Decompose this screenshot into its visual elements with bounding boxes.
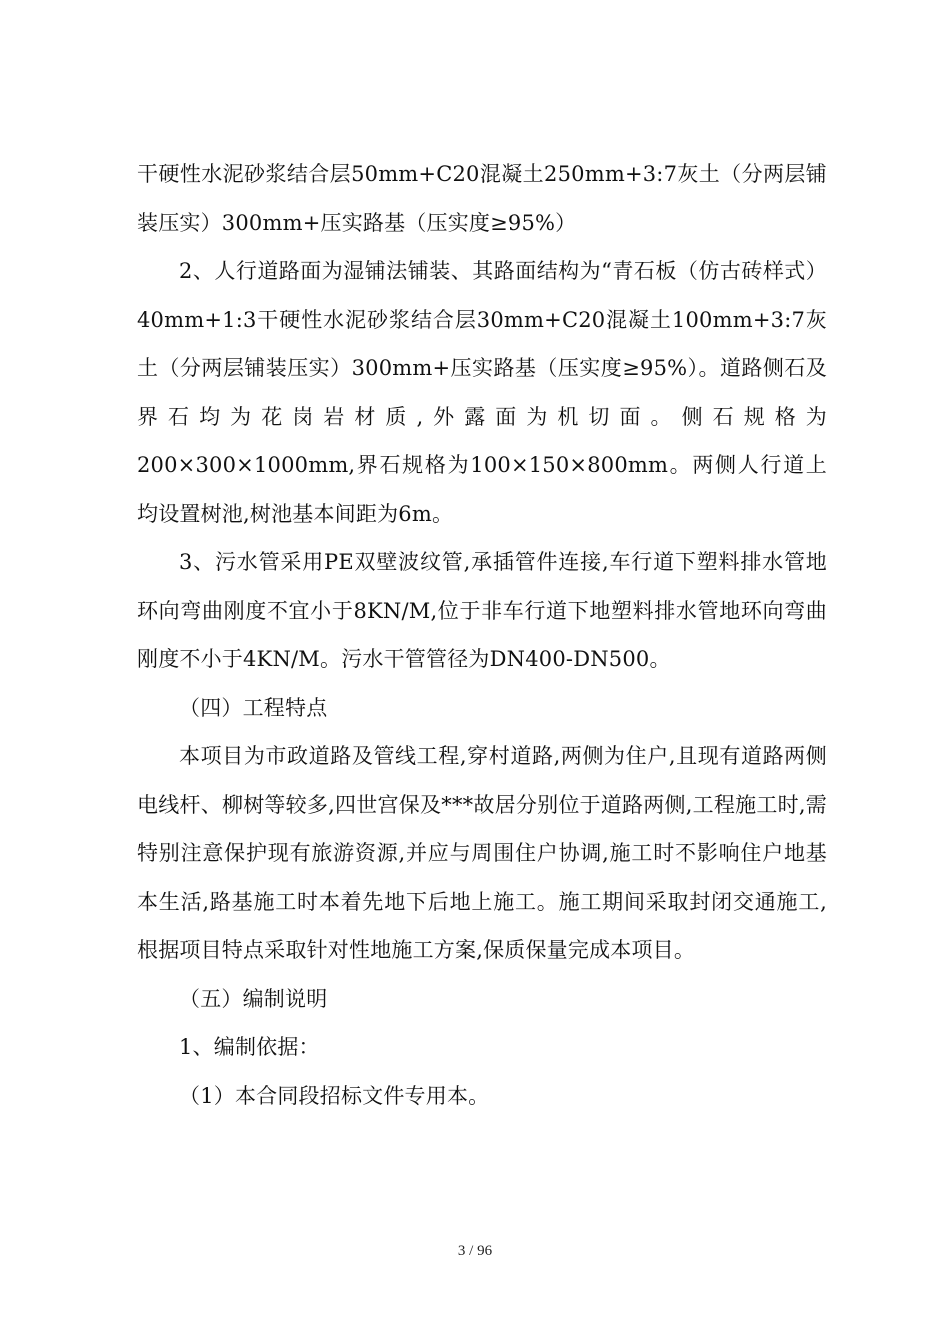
section-heading-compilation-notes: （五）编制说明 [179,986,328,1011]
paragraph-sidewalk-structure: 2、人行道路面为湿铺法铺装、其路面结构为“青石板（仿古砖样式）40mm+1:3干硬性水泥砂浆结合层30mm+C20混凝土100mm+3:7灰土（分两层铺装压实）300mm+压实路基（压实度≥95%）。道路侧石及界石均为花岗岩材质,外露面为机切面。侧石规格为200×300×1000mm,界石规格为100×150×800mm。两侧人行道上均设置树池,树池基本间距为6m。 [137,259,827,526]
page-number: 3 / 96 [457,1243,493,1259]
section-heading-project-features: （四）工程特点 [179,695,328,720]
list-item-tender-document: （1）本合同段招标文件专用本。 [179,1083,490,1108]
paragraph-road-structure-continued: 干硬性水泥砂浆结合层50mm+C20混凝土250mm+3:7灰土（分两层铺装压实）300mm+压实路基（压实度≥95%） [137,162,827,235]
paragraph-sewer-pipe: 3、污水管采用PE双壁波纹管,承插管件连接,车行道下塑料排水管地环向弯曲刚度不宜小于8KN/M,位于非车行道下地塑料排水管地环向弯曲刚度不小于4KN/M。污水干管管径为DN400-DN500。 [137,550,827,671]
document-body [137,150,827,1120]
subheading-compilation-basis: 1、编制依据： [179,1035,320,1059]
paragraph-project-features: 本项目为市政道路及管线工程,穿村道路,两侧为住户,且现有道路两侧电线杆、柳树等较多,四世宫保及***故居分别位于道路两侧,工程施工时,需特别注意保护现有旅游资源,并应与周围住户协调,施工时不影响住户地基本生活,路基施工时本着先地下后地上施工。施工期间采取封闭交通施工,根据项目特点采取针对性地施工方案,保质保量完成本项目。 [137,744,827,962]
